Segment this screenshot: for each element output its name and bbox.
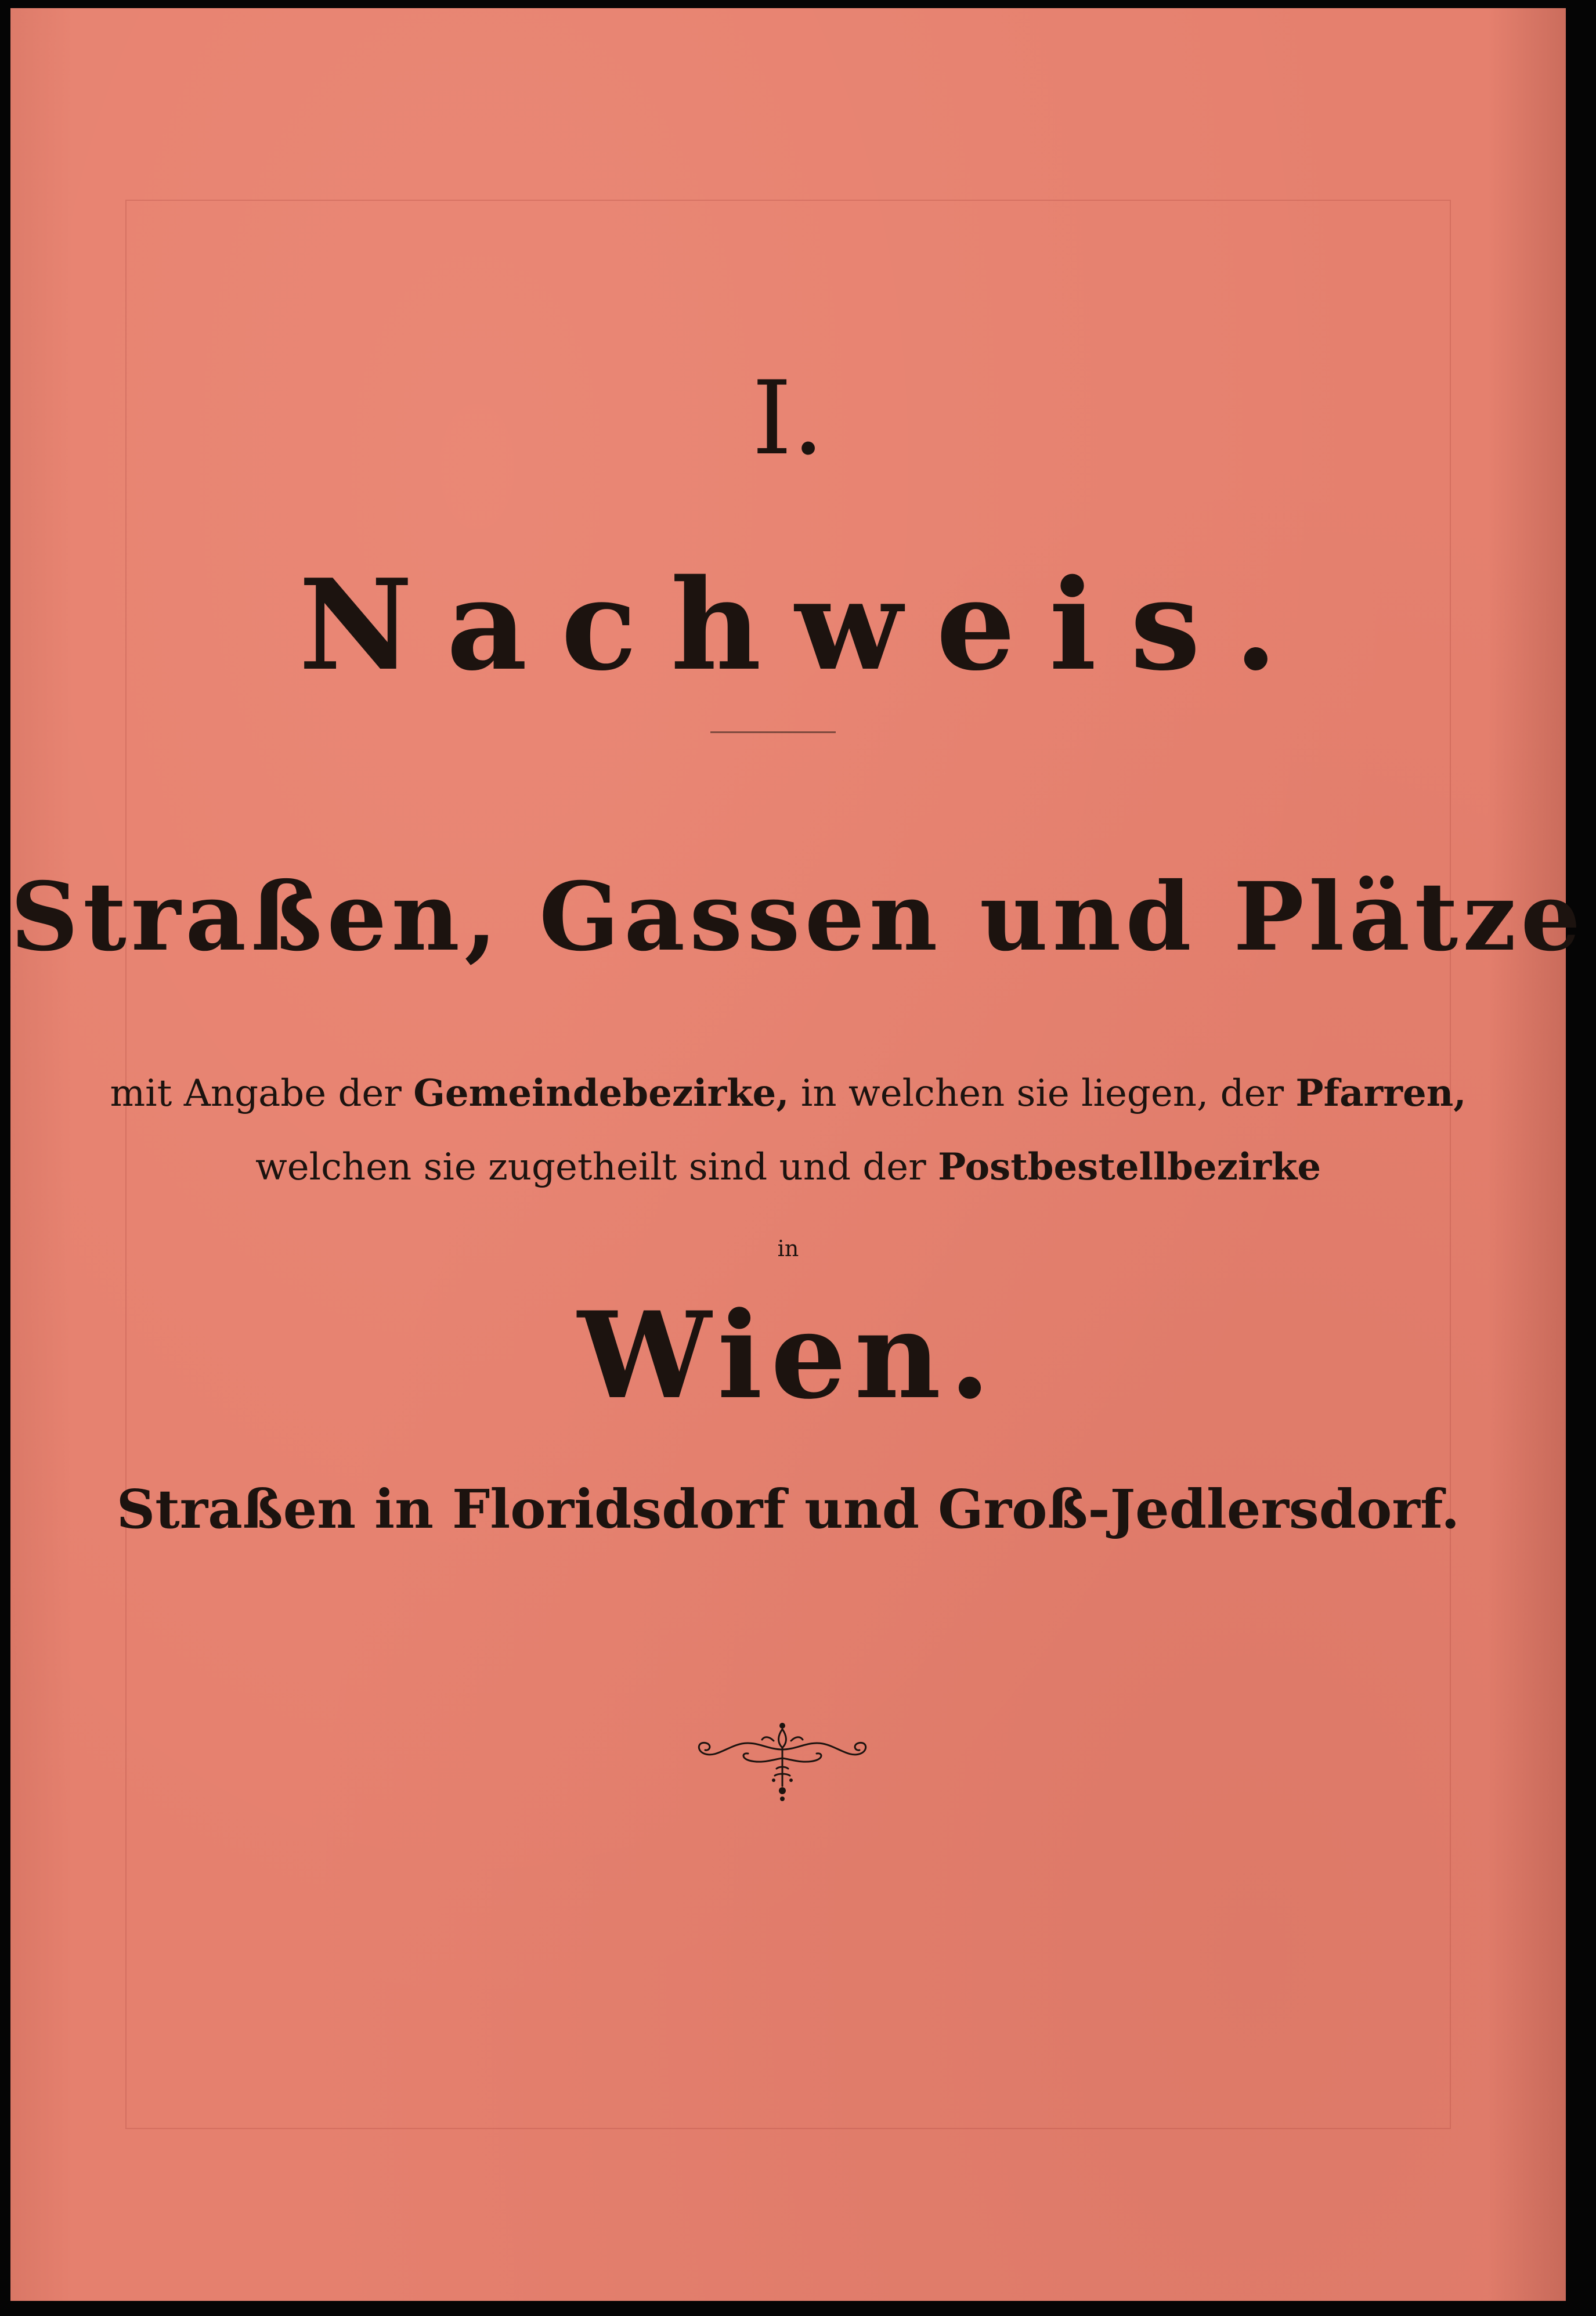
connector-word: in <box>777 1236 799 1261</box>
subtitle-term: Pfarren, <box>1295 1072 1467 1115</box>
main-heading: Straßen, Gassen und Plätze <box>10 862 1586 972</box>
subtitle-text: welchen sie zugetheilt sind und der <box>255 1146 938 1189</box>
city-name: Wien. <box>577 1286 999 1426</box>
volume-number: I. <box>752 360 825 478</box>
supplement-note: Straßen in Floridsdorf und Groß-Jedlersdorf. <box>116 1478 1460 1541</box>
subtitle-text: in welchen sie liegen, der <box>789 1072 1296 1115</box>
subtitle-term: Gemeindebezirke, <box>413 1072 789 1115</box>
title-divider <box>710 731 836 733</box>
title-page <box>10 8 1586 2301</box>
page-title: Nachweis. <box>298 551 1312 698</box>
subtitle-text: mit Angabe der <box>110 1072 414 1115</box>
fleuron-ornament-icon <box>692 1718 872 1810</box>
subtitle-line-1 <box>10 1072 1566 1115</box>
subtitle-term: Postbestellbezirke <box>938 1145 1321 1189</box>
subtitle-line-2 <box>10 1145 1566 1189</box>
